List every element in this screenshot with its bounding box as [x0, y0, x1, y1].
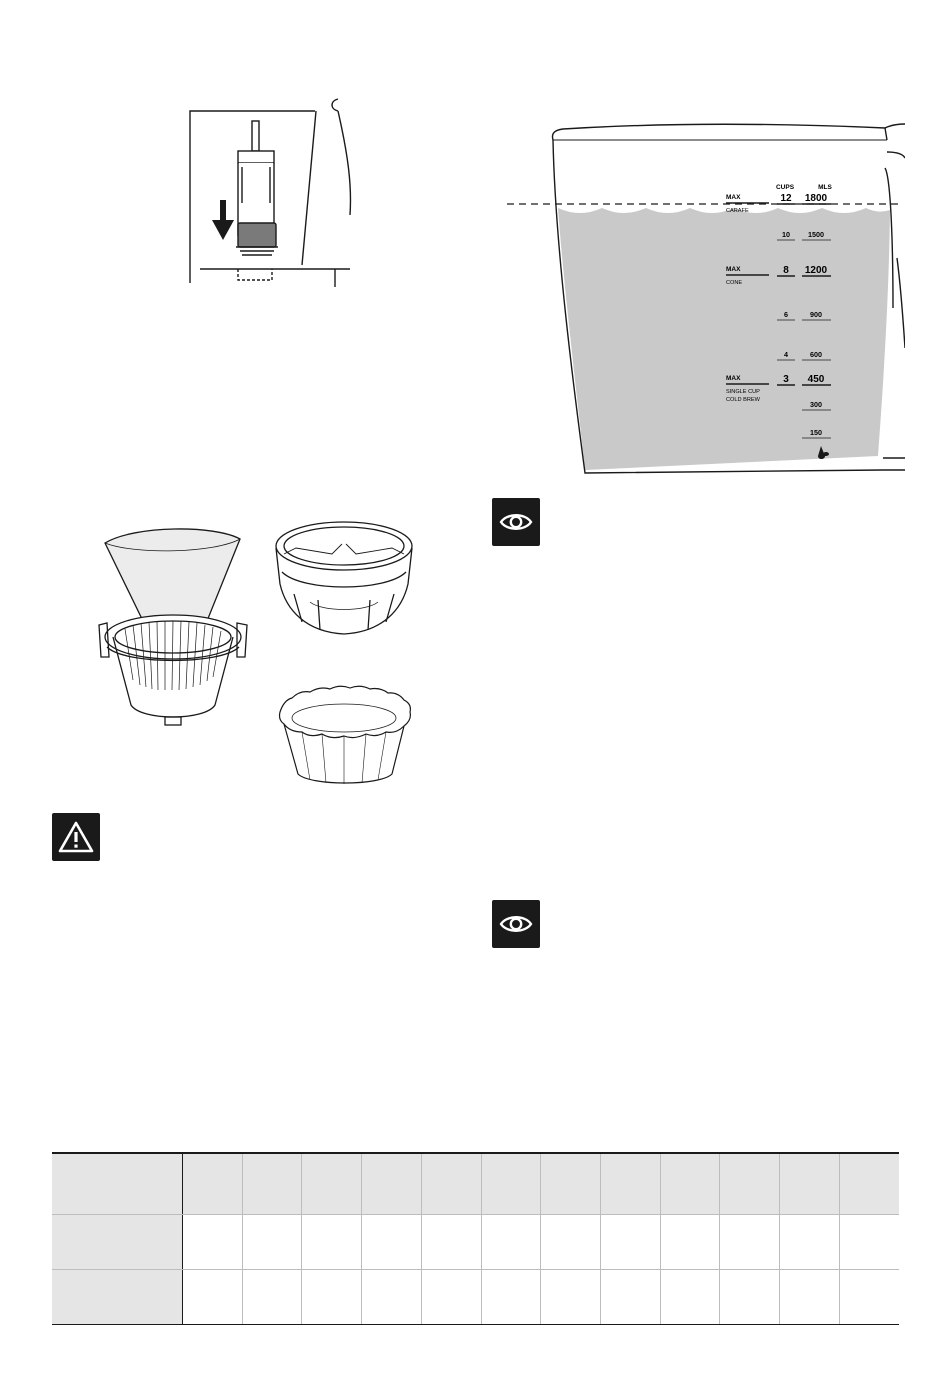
table-cell: [302, 1215, 362, 1270]
table-cell: [242, 1153, 302, 1215]
table-cell: [421, 1215, 481, 1270]
table-row: [52, 1270, 899, 1325]
table-row-header: [52, 1270, 183, 1325]
table-cell: [839, 1215, 899, 1270]
scale-header-cups: CUPS: [775, 184, 795, 191]
table-cell: [183, 1270, 243, 1325]
table-cell: [720, 1153, 780, 1215]
table-cell: [839, 1270, 899, 1325]
table-cell: [780, 1153, 840, 1215]
filter-slider-illustration: [180, 95, 360, 290]
basket-filter-illustration: [272, 514, 417, 644]
scale-mls-value: 900: [810, 310, 822, 319]
carafe-water-scale-illustration: [505, 118, 905, 483]
table-cell: [362, 1215, 422, 1270]
table-cell: [362, 1153, 422, 1215]
scale-cups-value: 8: [783, 265, 789, 276]
scale-cups-value: 4: [784, 350, 788, 359]
table-row: [52, 1215, 899, 1270]
table-cell: [302, 1270, 362, 1325]
scale-mls-value: 450: [807, 374, 825, 385]
table-cell: [541, 1153, 601, 1215]
scale-sub-label: SINGLE CUP: [726, 389, 760, 395]
table-cell: [839, 1153, 899, 1215]
scale-mls-value: 1200: [804, 265, 828, 276]
scale-cups-value: 6: [784, 310, 788, 319]
table-cell: [183, 1215, 243, 1270]
table-cell: [720, 1215, 780, 1270]
warning-icon: [52, 813, 100, 861]
scale-max-label: MAX: [726, 266, 741, 273]
table-cell: [362, 1270, 422, 1325]
table-cell: [600, 1153, 660, 1215]
table-cell: [541, 1270, 601, 1325]
table-cell: [242, 1215, 302, 1270]
scale-mls-value: 150: [810, 428, 822, 437]
scale-sub-label: COLD BREW: [726, 397, 760, 403]
cone-filter-illustration: [95, 525, 255, 730]
table-cell: [421, 1153, 481, 1215]
table-cell: [660, 1153, 720, 1215]
table-cell: [481, 1215, 541, 1270]
scale-cups-value: 10: [782, 230, 790, 239]
table-cell: [780, 1270, 840, 1325]
scale-mls-value: 1800: [804, 193, 828, 204]
table-row: [52, 1153, 899, 1215]
scale-max-label: MAX: [726, 375, 741, 382]
scale-cups-value: 12: [780, 193, 792, 204]
table-cell: [242, 1270, 302, 1325]
scale-header-mls: MLS: [818, 184, 832, 191]
table-cell: [600, 1215, 660, 1270]
table-row-header: [52, 1153, 183, 1215]
table-cell: [183, 1153, 243, 1215]
table-cell: [720, 1270, 780, 1325]
scale-sub-label: CONE: [726, 280, 743, 286]
scale-max-label: MAX: [726, 194, 741, 201]
scale-cups-value: 3: [783, 374, 789, 385]
scale-mls-value: 1500: [808, 230, 824, 239]
data-table: [52, 1152, 899, 1325]
scale-mls-value: 600: [810, 350, 822, 359]
scale-mls-value: 300: [810, 400, 822, 409]
table-cell: [481, 1270, 541, 1325]
table-cell: [600, 1270, 660, 1325]
table-cell: [780, 1215, 840, 1270]
table-cell: [421, 1270, 481, 1325]
eye-icon: [492, 498, 540, 546]
table-cell: [481, 1153, 541, 1215]
table-row-header: [52, 1215, 183, 1270]
table-cell: [660, 1215, 720, 1270]
eye-icon: [492, 900, 540, 948]
table-cell: [302, 1153, 362, 1215]
table-cell: [541, 1215, 601, 1270]
scale-sub-label: CARAFE: [726, 208, 749, 214]
table-cell: [660, 1270, 720, 1325]
paper-basket-filter-illustration: [276, 684, 414, 789]
